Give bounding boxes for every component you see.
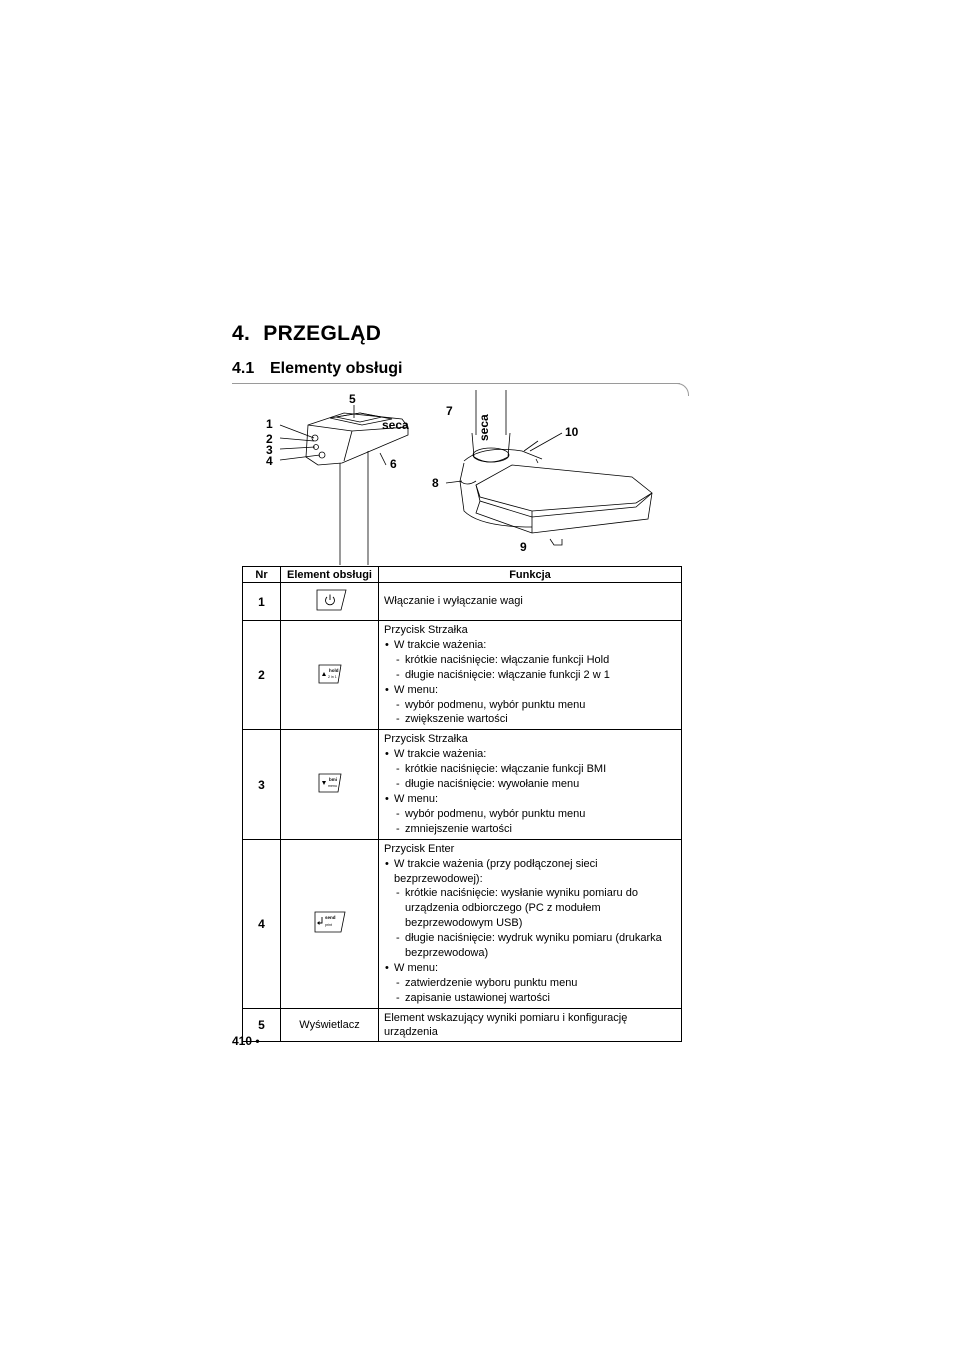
callout-6: 6 bbox=[390, 457, 397, 471]
dash-item: - wybór podmenu, wybór punktu menu bbox=[384, 807, 677, 822]
section-number: 4. bbox=[232, 322, 251, 345]
table-row bbox=[243, 621, 682, 730]
col-header-function: Funkcja bbox=[379, 567, 682, 583]
callout-8-leader bbox=[446, 481, 462, 483]
subsection-number: 4.1 bbox=[232, 360, 255, 377]
table-row bbox=[243, 730, 682, 839]
dash-item: - krótkie naciśnięcie: włączanie funkcji Hold bbox=[384, 653, 677, 668]
controls-table bbox=[242, 566, 682, 1042]
dash-item: - długie naciśnięcie: wydruk wyniku pomiaru (drukarka bezprzewodowa) bbox=[384, 931, 677, 961]
function-text: Element wskazujący wyniki pomiaru i konfigurację urządzenia bbox=[384, 1011, 628, 1038]
subsection-heading bbox=[232, 360, 402, 378]
dash-item: - długie naciśnięcie: wywołanie menu bbox=[384, 777, 677, 792]
key-label-bottom: print bbox=[324, 923, 332, 928]
scale-illustration bbox=[232, 385, 682, 567]
row-number: 1 bbox=[243, 583, 281, 621]
function-text: Włączanie i wyłączanie wagi bbox=[384, 595, 523, 608]
callout-5: 5 bbox=[349, 392, 356, 406]
col-header-element: Element obsługi bbox=[281, 567, 379, 583]
key-label-top: hold bbox=[328, 667, 338, 673]
row-number: 4 bbox=[243, 839, 281, 1008]
callout-2: 2 bbox=[266, 432, 273, 446]
callout-4: 4 bbox=[266, 454, 273, 468]
bullet-item: W menu: bbox=[394, 961, 439, 974]
dash-item: - krótkie naciśnięcie: wysłanie wyniku pomiaru do urządzenia odbiorczego (PC z modułem bezprzewodowym USB) bbox=[384, 886, 677, 931]
table-row bbox=[243, 583, 682, 621]
dash-item: - wybór podmenu, wybór punktu menu bbox=[384, 698, 677, 713]
function-title: Przycisk Strzałka bbox=[384, 733, 468, 746]
power-key-icon bbox=[313, 589, 347, 611]
callout-3: 3 bbox=[266, 443, 273, 457]
subsection-title: Elementy obsługi bbox=[270, 360, 403, 377]
section-heading bbox=[232, 322, 381, 346]
col-header-nr: Nr bbox=[243, 567, 281, 583]
key-label-top: send bbox=[324, 915, 336, 921]
element-name: Wyświetlacz bbox=[281, 1008, 379, 1041]
arrow-down-key-icon bbox=[318, 773, 342, 796]
dash-item: - krótkie naciśnięcie: włączanie funkcji BMI bbox=[384, 762, 677, 777]
callout-8: 8 bbox=[432, 476, 439, 490]
dash-item: - zatwierdzenie wyboru punktu menu bbox=[384, 976, 677, 991]
column-brand-mark: seca bbox=[477, 414, 491, 441]
bullet-item: W menu: bbox=[394, 683, 439, 696]
key-label-bottom: menu bbox=[327, 784, 337, 789]
table-row bbox=[243, 1008, 682, 1041]
callout-10-leader bbox=[530, 433, 562, 451]
function-title: Przycisk Strzałka bbox=[384, 624, 468, 636]
arrow-up-key-icon bbox=[318, 664, 342, 687]
enter-key-icon bbox=[314, 911, 346, 936]
dash-item: - zapisanie ustawionej wartości bbox=[384, 991, 677, 1006]
heading-rule bbox=[232, 383, 680, 384]
row-number: 2 bbox=[243, 621, 281, 730]
callout-9: 9 bbox=[520, 540, 527, 554]
callout-7: 7 bbox=[446, 404, 453, 418]
key-label-bottom: 2 in 1 bbox=[327, 674, 337, 679]
section-title: PRZEGLĄD bbox=[263, 322, 382, 345]
key-label-top: bmi bbox=[328, 777, 337, 783]
bullet-item: W menu: bbox=[394, 792, 439, 805]
table-row bbox=[243, 839, 682, 1008]
bullet-item: W trakcie ważenia: bbox=[394, 638, 487, 651]
function-title: Przycisk Enter bbox=[384, 842, 455, 855]
callout-10: 10 bbox=[565, 425, 579, 439]
row-number: 3 bbox=[243, 730, 281, 839]
row-number: 5 bbox=[243, 1008, 281, 1041]
bullet-item: W trakcie ważenia: bbox=[394, 748, 487, 761]
page-number: 410 • bbox=[232, 1034, 260, 1048]
dash-item: - zwiększenie wartości bbox=[384, 712, 677, 727]
dash-item: - zmniejszenie wartości bbox=[384, 822, 677, 837]
table-header-row bbox=[243, 567, 682, 583]
display-brand-mark: seca bbox=[382, 418, 409, 432]
dash-item: - długie naciśnięcie: włączanie funkcji 2 w 1 bbox=[384, 668, 677, 683]
bullet-item: • W trakcie ważenia (przy podłączonej sieci bezprzewodowej): bbox=[394, 857, 598, 885]
callout-1: 1 bbox=[266, 417, 273, 431]
